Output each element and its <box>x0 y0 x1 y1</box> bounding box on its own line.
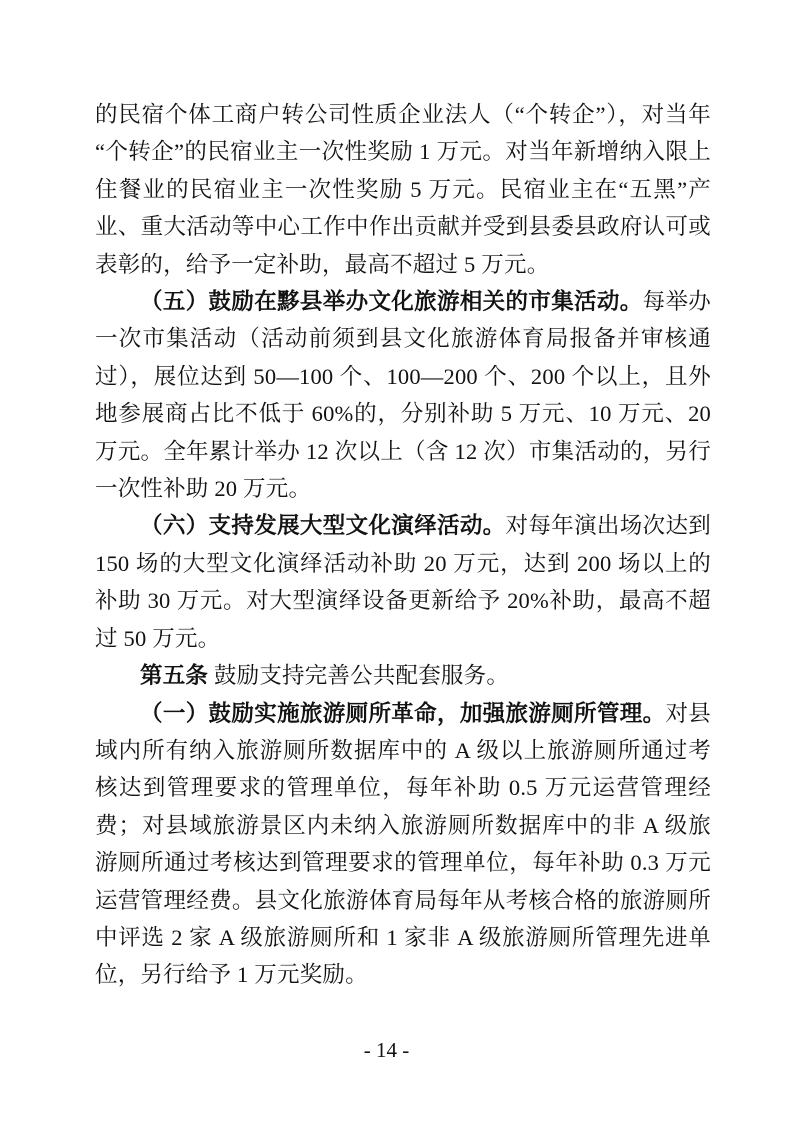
para-item-5 <box>95 283 711 507</box>
page-number: - 14 - <box>363 1038 410 1062</box>
text-run: 每举办一次市集活动（活动前须到县文化旅游体育局报备并审核通过），展位达到 50—100 个、100—200 个、200 个以上，且外地参展商占比不低于 60%的，分别补助 5 万元、10 万元、20 万元。全年累计举办 12 次以上（含 12 次）市集活动的，另行一次性补助 20 万元。 <box>95 289 712 502</box>
text-run: （一）鼓励实施旅游厕所革命，加强旅游厕所管理。 <box>140 700 666 726</box>
text-run: 对县域内所有纳入旅游厕所数据库中的 A 级以上旅游厕所通过考核达到管理要求的管理单位，每年补助 0.5 万元运营管理经费；对县域旅游景区内未纳入旅游厕所数据库中的非 A 级旅游厕所通过考核达到管理要求的管理单位，每年补助 0.3 万元运营管理经费。县文化旅游体育局每年从考核合格的旅游厕所中评选 2 家 A 级旅游厕所和 1 家非 A 级旅游厕所管理先进单位，另行给予 1 万元奖励。 <box>95 700 711 988</box>
text-run: 第五条 <box>140 663 209 689</box>
para-item-6 <box>95 507 711 657</box>
para-continuation <box>95 96 711 283</box>
para-item-1 <box>95 695 711 994</box>
text-run: （五）鼓励在黟县举办文化旅游相关的市集活动。 <box>140 289 643 315</box>
text-run: 的民宿个体工商户转公司性质企业法人（“个转企”），对当年“个转企”的民宿业主一次性奖励 1 万元。对当年新增纳入限上住餐业的民宿业主一次性奖励 5 万元。民宿业主在“五黑”产业、重大活动等中心工作中作出贡献并受到县委县政府认可或表彰的，给予一定补助，最高不超过 5 万元。 <box>95 102 711 277</box>
page-footer <box>0 1036 773 1064</box>
text-run: （六）支持发展大型文化演绎活动。 <box>140 513 506 539</box>
text-run: 对每年演出场次达到 150 场的大型文化演绎活动补助 20 万元，达到 200 场以上的补助 30 万元。对大型演绎设备更新给予 20%补助，最高不超过 50 万元。 <box>95 513 711 651</box>
document-body <box>95 96 711 994</box>
para-article-5 <box>95 657 711 694</box>
text-run: 鼓励支持完善公共配套服务。 <box>208 663 510 689</box>
